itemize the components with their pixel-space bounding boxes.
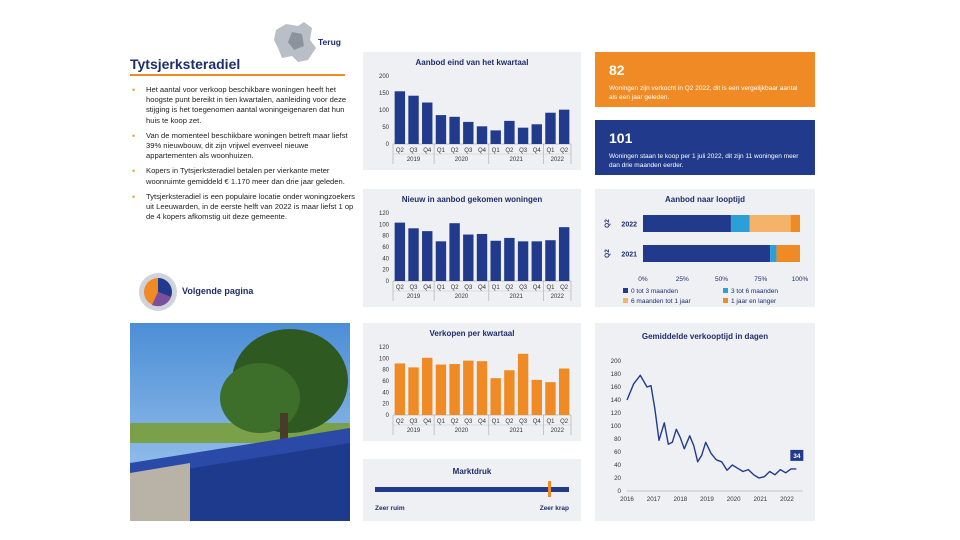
x-tick-label: Q2 (505, 148, 514, 154)
year-label: 2022 (550, 428, 564, 434)
y-tick-label: 40 (382, 390, 389, 397)
row-label: 2021 (621, 251, 637, 259)
x-tick-label: 2022 (780, 496, 794, 503)
y-tick-label: 80 (614, 436, 621, 443)
bar (395, 91, 405, 144)
year-label: 2021 (509, 428, 523, 434)
x-tick-label: Q2 (395, 285, 404, 291)
bar (463, 122, 473, 144)
legend-swatch (623, 288, 628, 293)
bar (449, 223, 459, 281)
chart-title: Gemiddelde verkooptijd in dagen (641, 332, 769, 341)
panel-aanbod (363, 52, 581, 170)
bar (477, 361, 487, 415)
y-tick-label: 50 (382, 125, 389, 131)
x-tick-label: Q4 (532, 285, 541, 291)
x-tick-label: Q4 (532, 148, 541, 154)
panel-verkopen (363, 323, 581, 441)
markt-left-label: Zeer ruim (375, 505, 405, 512)
chart-verkopen (363, 323, 581, 441)
x-tick-label: 75% (754, 276, 768, 283)
x-tick-label: Q3 (519, 419, 528, 425)
bar (545, 382, 555, 415)
y-tick-label: 0 (617, 488, 621, 495)
x-tick-label: Q3 (409, 419, 418, 425)
year-label: 2020 (454, 157, 469, 163)
last-value-label: 34 (793, 452, 801, 460)
stacked-segment (776, 245, 800, 262)
x-tick-label: Q2 (560, 285, 569, 291)
y-tick-label: 100 (378, 356, 389, 363)
x-tick-label: Q2 (505, 419, 514, 425)
bar (436, 115, 446, 144)
x-tick-label: 2019 (700, 496, 714, 503)
x-tick-label: 50% (714, 276, 729, 283)
x-tick-label: Q1 (436, 419, 445, 425)
x-tick-label: Q3 (409, 148, 418, 154)
bar (395, 223, 405, 281)
bar (532, 124, 542, 144)
markt-bar (375, 487, 569, 492)
year-label: 2021 (509, 294, 523, 300)
x-tick-label: Q3 (519, 285, 528, 291)
stacked-segment (643, 245, 770, 262)
year-label: 2019 (406, 157, 421, 163)
y-tick-label: 160 (610, 384, 621, 391)
bar (436, 241, 446, 281)
y-tick-label: 20 (614, 475, 621, 482)
y-tick-label: 200 (378, 74, 389, 80)
bar (518, 241, 528, 281)
x-tick-label: 100% (791, 276, 809, 283)
x-tick-label: Q1 (546, 148, 555, 154)
bar (449, 364, 459, 415)
x-tick-label: Q1 (436, 285, 445, 291)
bar (463, 235, 473, 281)
page-title: Tytsjerksteradiel (130, 56, 241, 72)
next-page-link[interactable]: Volgende pagina (182, 286, 254, 296)
y-tick-label: 200 (610, 358, 621, 365)
year-label: 2022 (550, 157, 564, 163)
x-tick-label: Q3 (464, 285, 473, 291)
y-tick-label: 60 (382, 379, 389, 385)
y-tick-label: 80 (382, 367, 389, 374)
legend-swatch (723, 298, 728, 303)
legend-label: 6 maanden tot 1 jaar (631, 298, 691, 305)
row-label: 2022 (621, 221, 637, 229)
x-tick-label: 2016 (620, 496, 634, 503)
bar (463, 361, 473, 415)
stacked-segment (770, 245, 776, 262)
bridge-photo (130, 323, 350, 521)
x-tick-label: Q2 (505, 285, 514, 291)
legend-swatch (723, 288, 728, 293)
y-tick-label: 120 (610, 410, 621, 417)
x-tick-label: Q3 (464, 148, 473, 154)
x-tick-label: Q2 (560, 419, 569, 425)
bullet-item: • Van de momenteel beschikbare woningen betreft maar liefst 39% nieuwbouw, dit zijn vrijwel evenveel nieuwe appartementen als woonhuizen. (130, 131, 355, 162)
chart-looptijd (595, 189, 815, 307)
y-tick-label: 40 (614, 462, 621, 469)
bar (559, 369, 569, 415)
x-tick-label: Q2 (450, 148, 459, 154)
x-tick-label: Q3 (464, 419, 473, 425)
bar (504, 238, 514, 281)
year-label: 2019 (406, 428, 421, 434)
bar (408, 367, 418, 415)
y-tick-label: 100 (378, 222, 389, 229)
chart-title: Aanbod naar looptijd (665, 195, 745, 204)
bullet-item: • Kopers in Tytsjerksteradiel betalen per vierkante meter woonruimte gemiddeld € 1.170 meer dan drie jaar geleden. (130, 166, 355, 186)
y-tick-label: 0 (385, 279, 389, 285)
x-tick-label: Q2 (450, 285, 459, 291)
kpi-for-sale-value: 101 (609, 130, 633, 146)
y-tick-label: 60 (614, 449, 621, 456)
legend-label: 0 tot 3 maanden (631, 288, 678, 295)
x-tick-label: Q4 (423, 148, 432, 154)
chart-aanbod (363, 52, 581, 170)
legend-swatch (623, 298, 628, 303)
stacked-segment (791, 215, 800, 232)
bar (490, 241, 500, 281)
bar (532, 241, 542, 281)
y-tick-label: 120 (378, 345, 389, 351)
bar (490, 378, 500, 415)
x-tick-label: Q2 (560, 148, 569, 154)
panel-nieuw (363, 189, 581, 307)
municipality-map-icon[interactable] (272, 20, 318, 66)
bar (504, 370, 514, 415)
bar (532, 380, 542, 415)
x-tick-label: Q1 (546, 285, 555, 291)
bar (408, 228, 418, 281)
kpi-for-sale-text: Woningen staan te koop per 1 juli 2022, dit zijn 11 woningen meer dan drie maanden eerder. (609, 153, 799, 169)
bar (408, 96, 418, 144)
y-tick-label: 40 (382, 256, 389, 263)
kpi-sold-text: Woningen zijn verkocht in Q2 2022, dit is een vergelijkbaar aantal als een jaar geleden. (609, 85, 798, 101)
y-tick-label: 20 (382, 401, 389, 408)
kpi-for-sale (595, 120, 815, 175)
chart-title: Verkopen per kwartaal (429, 329, 515, 338)
bullet-item: • Tytsjerksteradiel is een populaire locatie onder woningzoekers uit Leeuwarden, in de eerste helft van 2022 is maar liefst 1 op de 4 kopers afkomstig uit deze gemeente. (130, 192, 355, 223)
y-tick-label: 0 (385, 142, 389, 148)
y-tick-label: 140 (610, 397, 621, 404)
x-tick-label: 2017 (646, 496, 661, 503)
y-tick-label: 80 (382, 233, 389, 240)
year-label: 2020 (454, 294, 469, 300)
x-tick-label: Q2 (395, 148, 404, 154)
bar (436, 365, 446, 415)
panel-verkooptijd (595, 323, 815, 521)
bar (395, 363, 405, 415)
y-tick-label: 60 (382, 245, 389, 251)
bullet-item: • Het aantal voor verkoop beschikbare woningen heeft het hoogste punt bereikt in tien kwartalen, aanleiding voor deze stijging is het toegenomen aantal woningeigenaren dat hun huis te koop zet. (130, 85, 355, 126)
x-tick-label: 0% (638, 276, 648, 283)
x-tick-label: Q2 (395, 419, 404, 425)
stacked-segment (731, 215, 750, 232)
y-tick-label: 180 (610, 371, 621, 378)
series-line (627, 375, 796, 478)
legend-label: 1 jaar en langer (731, 298, 777, 305)
y-tick-label: 20 (382, 267, 389, 274)
x-tick-label: Q4 (477, 285, 487, 291)
bar (449, 117, 459, 144)
kpi-sold (595, 52, 815, 107)
y-tick-label: 150 (378, 91, 389, 97)
stacked-segment (643, 215, 731, 232)
y-tick-label: 100 (378, 108, 389, 114)
bar (422, 103, 432, 144)
back-link[interactable]: Terug (318, 37, 341, 47)
markt-right-label: Zeer krap (539, 505, 569, 512)
year-label: 2020 (454, 428, 469, 434)
group-label: Q2 (604, 219, 611, 228)
group-label: Q2 (604, 249, 611, 258)
x-tick-label: Q4 (477, 148, 487, 154)
x-tick-label: Q1 (436, 148, 445, 154)
x-tick-label: Q1 (491, 285, 500, 291)
markt-title: Marktdruk (452, 467, 492, 476)
y-tick-label: 100 (610, 423, 621, 430)
x-tick-label: Q4 (532, 419, 541, 425)
bar (518, 354, 528, 415)
y-tick-label: 0 (385, 413, 389, 419)
panel-looptijd (595, 189, 815, 307)
year-label: 2019 (406, 294, 421, 300)
x-tick-label: Q1 (491, 148, 500, 154)
x-tick-label: 2020 (726, 496, 741, 503)
bar (490, 130, 500, 144)
bar (559, 110, 569, 144)
bar (545, 113, 555, 144)
summary-bullets (130, 85, 355, 227)
bar (422, 358, 432, 415)
bar (518, 128, 528, 144)
bar (559, 227, 569, 281)
chart-title: Nieuw in aanbod gekomen woningen (401, 195, 543, 204)
bar (545, 240, 555, 281)
pie-icon[interactable] (138, 272, 178, 312)
x-tick-label: Q4 (477, 419, 487, 425)
panel-marktdruk (363, 459, 581, 521)
chart-verkooptijd (595, 323, 815, 521)
kpi-sold-value: 82 (609, 62, 625, 78)
x-tick-label: 2018 (673, 496, 688, 503)
markt-marker (548, 481, 551, 497)
x-tick-label: Q4 (423, 285, 432, 291)
x-tick-label: 25% (675, 276, 689, 283)
year-label: 2022 (550, 294, 564, 300)
x-tick-label: Q4 (423, 419, 432, 425)
bar (477, 234, 487, 281)
stacked-segment (750, 215, 791, 232)
y-tick-label: 120 (378, 211, 389, 217)
x-tick-label: Q1 (491, 419, 500, 425)
bar (477, 126, 487, 144)
chart-nieuw (363, 189, 581, 307)
title-underline (130, 74, 345, 76)
x-tick-label: Q2 (450, 419, 459, 425)
x-tick-label: Q1 (546, 419, 555, 425)
year-label: 2021 (509, 157, 523, 163)
chart-title: Aanbod eind van het kwartaal (415, 58, 529, 67)
legend-label: 3 tot 6 maanden (731, 288, 778, 295)
x-tick-label: 2021 (753, 496, 768, 503)
x-tick-label: Q3 (409, 285, 418, 291)
bar (422, 231, 432, 281)
bar (504, 121, 514, 144)
x-tick-label: Q3 (519, 148, 528, 154)
